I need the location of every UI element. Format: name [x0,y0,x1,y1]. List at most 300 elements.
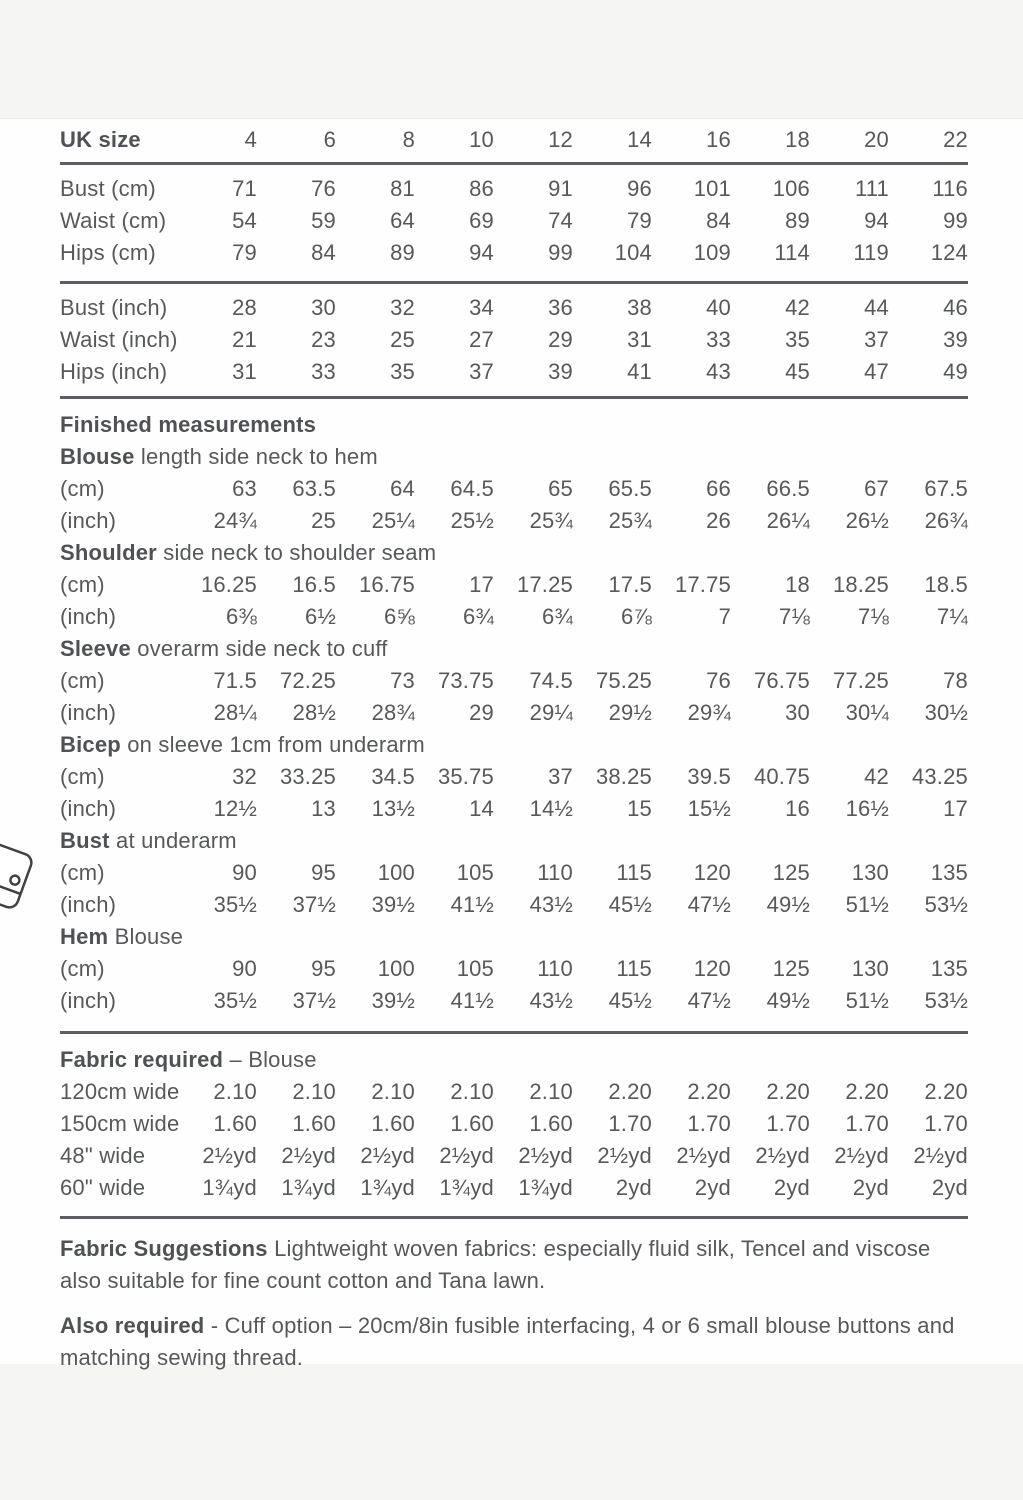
finished-section-heading [60,729,968,761]
cell-value: 1¾yd [360,1175,415,1200]
cell-value: 89 [785,208,810,233]
cell-value: 135 [930,956,968,981]
cell-value: 28¾ [371,700,415,725]
cell-value: 37 [864,327,889,352]
note-text: - Cuff option – 20cm/8in fusible interfacing, 4 or 6 small blouse buttons and matching sewing thread. [60,1313,955,1370]
cell-value: 1.70 [687,1111,731,1136]
measurement-row [60,324,968,356]
cell-value: 46 [943,295,968,320]
row-label: (inch) [60,604,117,629]
cell-value: 2.20 [845,1079,889,1104]
finished-inch-row [60,697,968,729]
cell-value: 51½ [845,988,889,1013]
size-value: 6 [323,127,336,152]
cell-value: 35½ [213,988,257,1013]
cell-value: 84 [706,208,731,233]
cell-value: 14 [469,796,494,821]
row-label: (cm) [60,572,105,597]
cell-value: 99 [548,240,573,265]
finished-section-heading [60,921,968,953]
cell-value: 65 [548,476,573,501]
cell-value: 67.5 [924,476,968,501]
size-value: 12 [548,127,573,152]
cell-value: 16.25 [200,572,257,597]
cell-value: 39 [943,327,968,352]
cell-value: 73 [390,668,415,693]
row-label: (inch) [60,700,117,725]
measurement-row [60,173,968,205]
cell-value: 1.60 [450,1111,494,1136]
cell-value: 2½yd [439,1143,494,1168]
size-value: 22 [943,127,968,152]
cell-value: 115 [616,860,652,885]
fabric-required-table [60,1076,968,1204]
cell-value: 2.10 [529,1079,573,1104]
cell-value: 34 [469,295,494,320]
cell-value: 16 [785,796,810,821]
cell-value: 39½ [371,988,415,1013]
cell-value: 39½ [371,892,415,917]
cell-value: 109 [693,240,731,265]
cell-value: 25 [311,508,336,533]
cell-value: 33 [706,327,731,352]
cell-value: 7⅛ [779,604,810,629]
cell-value: 79 [627,208,652,233]
cell-value: 31 [627,327,652,352]
measurement-row [60,205,968,237]
cell-value: 1.70 [845,1111,889,1136]
cell-value: 53½ [924,892,968,917]
finished-section-name: Sleeve [60,636,131,661]
cell-value: 77.25 [832,668,889,693]
cell-value: 35 [390,359,415,384]
finished-section-desc: length side neck to hem [140,444,378,469]
cell-value: 84 [311,240,336,265]
finished-section [60,441,968,537]
finished-cm-row [60,473,968,505]
cell-value: 28 [232,295,257,320]
cell-value: 2.10 [450,1079,494,1104]
finished-cm-row [60,665,968,697]
cell-value: 7⅛ [858,604,889,629]
cell-value: 124 [930,240,968,265]
cell-value: 28½ [292,700,336,725]
cell-value: 74 [548,208,573,233]
cell-value: 2.20 [766,1079,810,1104]
size-chart-page [60,118,968,1387]
finished-section-desc: on sleeve 1cm from underarm [127,732,425,757]
cell-value: 24¾ [213,508,257,533]
cell-value: 49 [943,359,968,384]
row-label: 120cm wide [60,1079,180,1104]
cell-value: 104 [614,240,652,265]
cell-value: 6⅞ [621,604,652,629]
cell-value: 1¾yd [281,1175,336,1200]
cell-value: 30½ [924,700,968,725]
divider [60,1216,968,1219]
cell-value: 2yd [615,1175,652,1200]
cell-value: 45 [785,359,810,384]
cell-value: 76 [311,176,336,201]
cell-value: 67 [864,476,889,501]
finished-inch-row [60,889,968,921]
cell-value: 90 [232,956,257,981]
cell-value: 2½yd [834,1143,889,1168]
cell-value: 2yd [852,1175,889,1200]
cell-value: 13 [311,796,336,821]
row-label: (inch) [60,508,117,533]
cell-value: 2yd [773,1175,810,1200]
cell-value: 2.20 [924,1079,968,1104]
finished-cm-row [60,569,968,601]
finished-measurements-title: Finished measurements [60,412,317,437]
row-label: (inch) [60,988,117,1013]
cell-value: 15 [627,796,652,821]
cell-value: 39.5 [687,764,731,789]
cell-value: 65.5 [608,476,652,501]
cell-value: 110 [537,956,573,981]
cell-value: 2.20 [608,1079,652,1104]
cell-value: 76.75 [753,668,810,693]
cell-value: 17.25 [516,572,573,597]
cell-value: 95 [311,956,336,981]
cell-value: 2.10 [213,1079,257,1104]
cell-value: 40.75 [753,764,810,789]
cell-value: 41½ [450,892,494,917]
note-text: Lightweight woven fabrics: especially fluid silk, Tencel and viscose also suitable for fine count cotton and Tana lawn. [60,1236,931,1293]
cell-value: 89 [390,240,415,265]
cell-value: 90 [232,860,257,885]
cell-value: 130 [851,860,889,885]
cell-value: 35.75 [437,764,494,789]
cell-value: 38 [627,295,652,320]
cell-value: 64 [390,476,415,501]
row-label: 60" wide [60,1175,146,1200]
finished-cm-row [60,953,968,985]
cell-value: 6¾ [463,604,494,629]
cell-value: 37½ [292,892,336,917]
finished-section [60,825,968,921]
cell-value: 18 [785,572,810,597]
fabric-required-title-bold: Fabric required [60,1047,224,1072]
row-label: Hips (inch) [60,359,168,384]
finished-section-name: Hem [60,924,109,949]
cell-value: 2½yd [597,1143,652,1168]
finished-section-name: Blouse [60,444,135,469]
cell-value: 116 [932,176,968,201]
cell-value: 2.20 [687,1079,731,1104]
finished-section-name: Bust [60,828,110,853]
cell-value: 33.25 [279,764,336,789]
body-measurements-cm-table [60,165,968,281]
cell-value: 26¼ [766,508,810,533]
cell-value: 2.10 [371,1079,415,1104]
cell-value: 1¾yd [202,1175,257,1200]
finished-inch-row [60,601,968,633]
cell-value: 47 [864,359,889,384]
cell-value: 25½ [450,508,494,533]
cell-value: 99 [943,208,968,233]
cell-value: 18.5 [924,572,968,597]
cell-value: 59 [311,208,336,233]
cell-value: 2½yd [360,1143,415,1168]
button-illustration-icon [0,834,38,914]
cell-value: 2.10 [292,1079,336,1104]
notes [60,1233,968,1374]
row-label: (cm) [60,956,105,981]
fabric-row [60,1140,968,1172]
finished-section-desc: side neck to shoulder seam [163,540,437,565]
cell-value: 125 [772,956,810,981]
body-measurements-inch-table [60,284,968,396]
cell-value: 6½ [305,604,336,629]
cell-value: 30 [785,700,810,725]
cell-value: 6⅝ [384,604,415,629]
cell-value: 91 [548,176,573,201]
cell-value: 15½ [687,796,731,821]
finished-section-desc: at underarm [116,828,237,853]
cell-value: 71 [232,176,257,201]
cell-value: 1.60 [292,1111,336,1136]
fabric-row [60,1076,968,1108]
cell-value: 30 [311,295,336,320]
cell-value: 29¾ [687,700,731,725]
cell-value: 7 [718,604,731,629]
cell-value: 1.70 [766,1111,810,1136]
fabric-required-block [60,1034,968,1216]
cell-value: 2½yd [913,1143,968,1168]
cell-value: 2yd [694,1175,731,1200]
cell-value: 119 [853,240,889,265]
cell-value: 105 [456,956,494,981]
cell-value: 120 [693,956,731,981]
cell-value: 2½yd [755,1143,810,1168]
finished-section [60,633,968,729]
fabric-row [60,1108,968,1140]
cell-value: 53½ [924,988,968,1013]
cell-value: 36 [548,295,573,320]
size-value: 20 [864,127,889,152]
row-label: (cm) [60,860,105,885]
cell-value: 135 [930,860,968,885]
cell-value: 34.5 [371,764,415,789]
cell-value: 27 [469,327,494,352]
row-label: Waist (cm) [60,208,167,233]
finished-inch-row [60,505,968,537]
cell-value: 6⅜ [226,604,257,629]
cell-value: 1.70 [608,1111,652,1136]
cell-value: 95 [311,860,336,885]
cell-value: 111 [854,176,889,201]
cell-value: 69 [469,208,494,233]
row-label: Waist (inch) [60,327,178,352]
cell-value: 73.75 [437,668,494,693]
cell-value: 43.25 [911,764,968,789]
cell-value: 40 [706,295,731,320]
finished-section [60,537,968,633]
cell-value: 18.25 [832,572,889,597]
finished-section-heading [60,537,968,569]
cell-value: 2yd [931,1175,968,1200]
finished-section-name: Shoulder [60,540,157,565]
cell-value: 81 [390,176,415,201]
cell-value: 66 [706,476,731,501]
cell-value: 35 [785,327,810,352]
finished-cm-row [60,761,968,793]
cell-value: 63 [232,476,257,501]
row-label: Hips (cm) [60,240,156,265]
row-label: 150cm wide [60,1111,180,1136]
cell-value: 75.25 [595,668,652,693]
cell-value: 41½ [450,988,494,1013]
finished-inch-row [60,985,968,1017]
row-label: 48" wide [60,1143,146,1168]
cell-value: 43 [706,359,731,384]
finished-section-heading [60,441,968,473]
cell-value: 105 [456,860,494,885]
size-value: 14 [627,127,652,152]
cell-value: 17.75 [674,572,731,597]
cell-value: 26½ [845,508,889,533]
finished-section-heading [60,633,968,665]
cell-value: 16.5 [292,572,336,597]
cell-value: 32 [390,295,415,320]
cell-value: 76 [706,668,731,693]
cell-value: 37 [469,359,494,384]
cell-value: 106 [772,176,810,201]
cell-value: 47½ [687,892,731,917]
cell-value: 26¾ [924,508,968,533]
cell-value: 1¾yd [439,1175,494,1200]
row-label: Bust (inch) [60,295,168,320]
row-label: (cm) [60,764,105,789]
cell-value: 96 [627,176,652,201]
cell-value: 2½yd [518,1143,573,1168]
cell-value: 32 [232,764,257,789]
finished-section-heading [60,825,968,857]
cell-value: 29 [469,700,494,725]
cell-value: 25¾ [608,508,652,533]
cell-value: 94 [469,240,494,265]
cell-value: 71.5 [213,668,257,693]
fabric-row [60,1172,968,1204]
cell-value: 6¾ [542,604,573,629]
cell-value: 45½ [608,988,652,1013]
note-paragraph [60,1310,955,1374]
cell-value: 120 [693,860,731,885]
cell-value: 64.5 [450,476,494,501]
finished-section [60,921,968,1017]
note-lead: Also required [60,1313,205,1338]
cell-value: 43½ [529,892,573,917]
cell-value: 33 [311,359,336,384]
size-header-row [60,118,968,162]
cell-value: 101 [693,176,731,201]
finished-section-desc: overarm side neck to cuff [137,636,388,661]
cell-value: 49½ [766,892,810,917]
cell-value: 66.5 [766,476,810,501]
size-value: 18 [785,127,810,152]
size-value: 4 [244,127,257,152]
cell-value: 94 [864,208,889,233]
fabric-required-title [60,1044,968,1076]
measurement-row [60,292,968,324]
row-label: (cm) [60,476,105,501]
cell-value: 74.5 [529,668,573,693]
cell-value: 17 [469,572,494,597]
cell-value: 125 [772,860,810,885]
measurement-row [60,237,968,269]
cell-value: 110 [537,860,573,885]
cell-value: 114 [774,240,810,265]
cell-value: 49½ [766,988,810,1013]
cell-value: 38.25 [595,764,652,789]
cell-value: 14½ [529,796,573,821]
cell-value: 12½ [213,796,257,821]
finished-section-desc: Blouse [114,924,184,949]
cell-value: 54 [232,208,257,233]
cell-value: 1.60 [213,1111,257,1136]
cell-value: 30¼ [845,700,889,725]
cell-value: 47½ [687,988,731,1013]
cell-value: 100 [377,956,415,981]
cell-value: 72.25 [279,668,336,693]
note-paragraph [60,1233,955,1297]
finished-inch-row [60,793,968,825]
row-label: (inch) [60,892,117,917]
cell-value: 79 [232,240,257,265]
cell-value: 37 [548,764,573,789]
cell-value: 7¼ [937,604,968,629]
size-value: 10 [469,127,494,152]
row-label: (cm) [60,668,105,693]
cell-value: 1.60 [371,1111,415,1136]
size-value: 8 [402,127,415,152]
cell-value: 130 [851,956,889,981]
row-label: Bust (cm) [60,176,156,201]
cell-value: 26 [706,508,731,533]
cell-value: 16½ [845,796,889,821]
size-value: 16 [706,127,731,152]
cell-value: 44 [864,295,889,320]
cell-value: 29½ [608,700,652,725]
finished-cm-row [60,857,968,889]
cell-value: 23 [311,327,336,352]
finished-measurements-sections [60,441,968,1017]
cell-value: 17 [943,796,968,821]
cell-value: 17.5 [608,572,652,597]
note-lead: Fabric Suggestions [60,1236,268,1261]
cell-value: 29¼ [529,700,573,725]
cell-value: 13½ [371,796,415,821]
cell-value: 86 [469,176,494,201]
cell-value: 31 [232,359,257,384]
cell-value: 78 [943,668,968,693]
cell-value: 42 [785,295,810,320]
cell-value: 1¾yd [518,1175,573,1200]
finished-section [60,729,968,825]
cell-value: 63.5 [292,476,336,501]
cell-value: 64 [390,208,415,233]
cell-value: 41 [627,359,652,384]
cell-value: 42 [864,764,889,789]
cell-value: 51½ [845,892,889,917]
cell-value: 2½yd [202,1143,257,1168]
row-label: (inch) [60,796,117,821]
cell-value: 1.70 [924,1111,968,1136]
cell-value: 16.75 [358,572,415,597]
cell-value: 28¼ [213,700,257,725]
